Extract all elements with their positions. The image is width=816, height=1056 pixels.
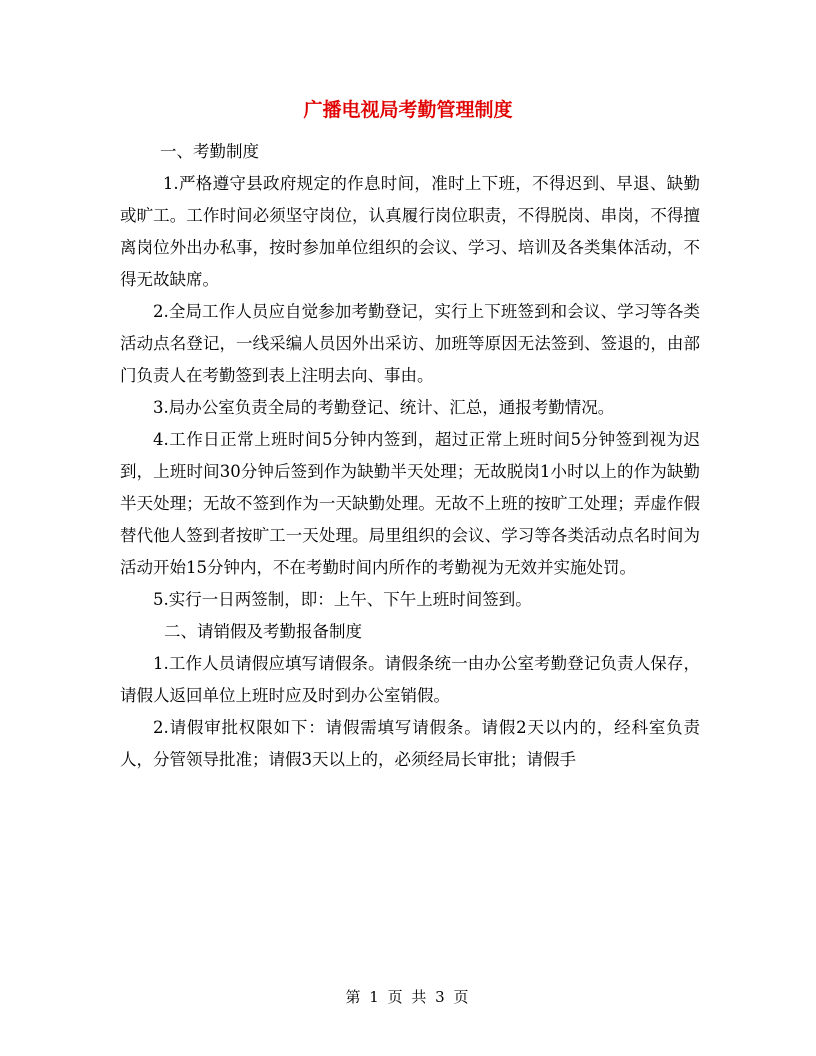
paragraph: 2.请假审批权限如下：请假需填写请假条。请假2天以内的，经科室负责人，分管领导批准；请假3天以上的，必须经局长审批；请假手	[120, 718, 700, 769]
section-heading: 二、请销假及考勤报备制度	[164, 622, 362, 641]
paragraph: 1.严格遵守县政府规定的作息时间，准时上下班，不得迟到、早退、缺勤或旷工。工作时间必须坚守岗位，认真履行岗位职责，不得脱岗、串岗，不得擅离岗位外出办私事，按时参加单位组织的会议、学习、培训及各类集体活动，不得无故缺席。	[120, 174, 700, 289]
document-body	[120, 136, 700, 776]
paragraph: 5.实行一日两签制，即：上午、下午上班时间签到。	[153, 590, 532, 609]
paragraph: 2.全局工作人员应自觉参加考勤登记，实行上下班签到和会议、学习等各类活动点名登记，一线采编人员因外出采访、加班等原因无法签到、签退的，由部门负责人在考勤签到表上注明去向、事由。	[120, 302, 700, 385]
document-title: 广播电视局考勤管理制度	[303, 99, 513, 121]
paragraph: 1.工作人员请假应填写请假条。请假条统一由办公室考勤登记负责人保存，请假人返回单位上班时应及时到办公室销假。	[120, 654, 700, 705]
page-number-footer: 第 1 页 共 3 页	[345, 988, 471, 1006]
paragraph: 4.工作日正常上班时间5分钟内签到，超过正常上班时间5分钟签到视为迟到，上班时间30分钟后签到作为缺勤半天处理；无故脱岗1小时以上的作为缺勤半天处理；无故不签到作为一天缺勤处理。无故不上班的按旷工处理；弄虚作假替代他人签到者按旷工一天处理。局里组织的会议、学习等各类活动点名时间为活动开始15分钟内，不在考勤时间内所作的考勤视为无效并实施处罚。	[120, 430, 700, 577]
paragraph: 3.局办公室负责全局的考勤登记、统计、汇总，通报考勤情况。	[153, 398, 615, 417]
section-heading: 一、考勤制度	[160, 142, 259, 161]
